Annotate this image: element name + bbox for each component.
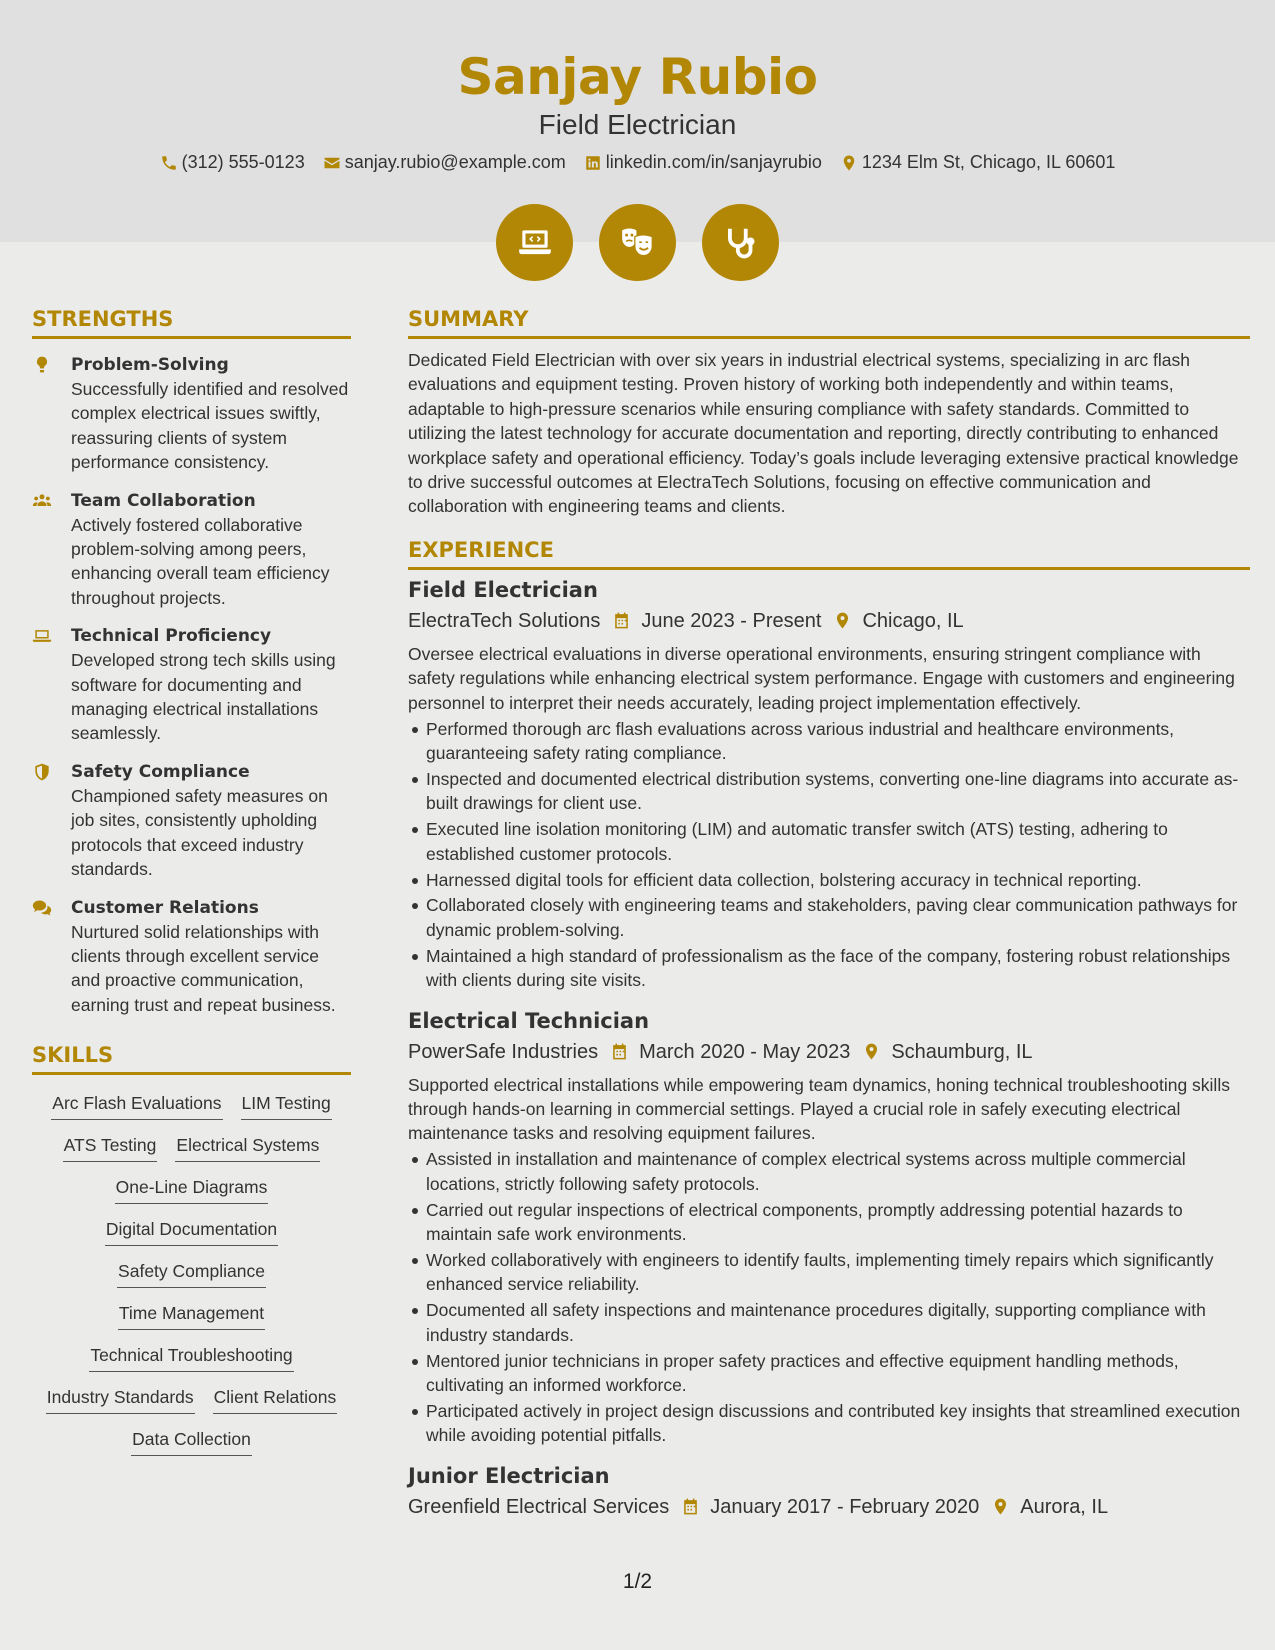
job-bullet: Assisted in installation and maintenance of complex electrical systems across multiple commercial locations, strictly following safety protocols.: [408, 1147, 1250, 1196]
summary-text: Dedicated Field Electrician with over six years in industrial electrical systems, specializing in arc flash evaluations and equipment testing. Proven history of working both independently and within teams, adaptable to high-pressure scenarios while ensuring compliance with safety standards. Committed to utilizing the latest technology for accurate documentation and reporting, directly contributing to enhanced workplace safety and operational efficiency. Today’s goals include leveraging extensive practical knowledge to drive successful outcomes at ElectraTech Solutions, focusing on effective communication and collaboration with engineering teams and clients.: [408, 350, 1239, 517]
stethoscope-badge: [702, 204, 779, 281]
contact-email[interactable]: [323, 152, 566, 173]
job-dates: January 2017 - February 2020: [710, 1495, 980, 1518]
experience-heading: EXPERIENCE: [408, 538, 1250, 570]
envelope-icon: [323, 154, 341, 172]
map-marker-icon: [833, 611, 852, 630]
phone-icon: [160, 154, 178, 172]
strength-item: [32, 896, 351, 1018]
linkedin-text: linkedin.com/in/sanjayrubio: [605, 152, 822, 172]
left-column: [32, 307, 351, 1456]
map-marker-icon: [862, 1042, 881, 1061]
skill-tag: Industry Standards: [46, 1385, 195, 1414]
job-description: Supported electrical installations while empowering team dynamics, honing technical troubleshooting skills through hands-on learning in commercial settings. Played a crucial role in safely executing electrical maintenance tasks and resolving equipment failures.: [408, 1074, 1230, 1144]
contact-address: [840, 152, 1116, 173]
job-meta: [408, 1038, 1250, 1066]
job-title: Field Electrician: [408, 577, 598, 602]
job-bullet: Inspected and documented electrical distribution systems, converting one-line diagrams into accurate as-built drawings for client use.: [408, 767, 1250, 816]
job-bullet: Mentored junior technicians in proper safety practices and effective equipment handling methods, cultivating an informed workforce.: [408, 1349, 1250, 1398]
strength-desc: Actively fostered collaborative problem-solving among peers, enhancing overall team efficiency throughout projects.: [71, 514, 330, 608]
job-description: Oversee electrical evaluations in diverse operational environments, ensuring stringent compliance with safety regulations while enhancing electrical system performance. Engage with customers and engineering personnel to interpret their needs accurately, leading project implementation effectively.: [408, 643, 1235, 713]
job-bullet: Executed line isolation monitoring (LIM) and automatic transfer switch (ATS) testing, adhering to established customer protocols.: [408, 817, 1250, 866]
calendar-icon: [612, 611, 631, 630]
theater-masks-badge: [599, 204, 676, 281]
strength-item: [32, 624, 351, 746]
map-marker-icon: [991, 1497, 1010, 1516]
skill-tag: Data Collection: [131, 1427, 252, 1456]
skills-heading: SKILLS: [32, 1043, 351, 1075]
email-text: sanjay.rubio@example.com: [344, 152, 566, 172]
contact-phone[interactable]: [160, 152, 305, 173]
job-company: Greenfield Electrical Services: [408, 1495, 670, 1518]
contact-linkedin[interactable]: [584, 152, 822, 173]
job-bullet: Participated actively in project design discussions and contributed key insights that streamlined execution while avoiding potential pitfalls.: [408, 1399, 1250, 1448]
strength-title: Safety Compliance: [71, 761, 250, 782]
laptop-icon: [32, 626, 52, 646]
job-bullet: Carried out regular inspections of electrical components, promptly addressing potential hazards to maintain safe work environments.: [408, 1198, 1250, 1247]
strength-desc: Championed safety measures on job sites, consistently upholding protocols that exceed industry standards.: [71, 785, 328, 880]
stethoscope-icon: [722, 224, 760, 262]
strength-title: Problem-Solving: [71, 355, 229, 375]
strength-item: [32, 353, 351, 475]
strengths-heading: STRENGTHS: [32, 307, 351, 339]
linkedin-icon: [584, 154, 602, 172]
job-bullets: [408, 1147, 1250, 1447]
candidate-name: Sanjay Rubio: [457, 48, 818, 106]
job-dates: March 2020 - May 2023: [639, 1040, 851, 1063]
theater-masks-icon: [619, 224, 657, 262]
job-dates: June 2023 - Present: [641, 609, 822, 632]
skill-tag: Digital Documentation: [105, 1217, 278, 1246]
job-entry: [408, 1462, 1250, 1521]
laptop-code-icon: [516, 224, 554, 262]
users-icon: [32, 491, 52, 511]
job-bullets: [408, 717, 1250, 993]
skill-tag: Arc Flash Evaluations: [51, 1091, 222, 1120]
skill-tag: Client Relations: [213, 1385, 338, 1414]
skill-tag: Time Management: [118, 1301, 265, 1330]
contact-bar: [0, 152, 1275, 173]
job-bullet: Documented all safety inspections and maintenance procedures digitally, supporting compliance with industry standards.: [408, 1298, 1250, 1347]
job-bullet: Collaborated closely with engineering teams and stakeholders, paving clear communication pathways for dynamic problem-solving.: [408, 893, 1250, 942]
job-title: Electrical Technician: [408, 1008, 650, 1033]
comments-icon: [32, 898, 52, 918]
candidate-headline: Field Electrician: [538, 109, 737, 140]
strength-desc: Successfully identified and resolved complex electrical issues swiftly, reassuring clients of system performance consistency.: [71, 379, 349, 473]
job-bullet: Performed thorough arc flash evaluations across various industrial and healthcare environments, guaranteeing safety rating compliance.: [408, 717, 1250, 766]
job-location: Schaumburg, IL: [891, 1040, 1033, 1063]
calendar-icon: [681, 1497, 700, 1516]
job-location: Chicago, IL: [862, 609, 964, 632]
job-location: Aurora, IL: [1020, 1495, 1109, 1518]
phone-text: (312) 555-0123: [181, 152, 305, 172]
job-meta: [408, 607, 1250, 635]
job-bullet: Worked collaboratively with engineers to identify faults, implementing timely repairs which significantly enhanced service reliability.: [408, 1248, 1250, 1297]
address-text: 1234 Elm St, Chicago, IL 60601: [861, 152, 1116, 172]
job-entry: [408, 576, 1250, 993]
job-entry: [408, 1007, 1250, 1448]
calendar-icon: [610, 1042, 629, 1061]
strength-item: [32, 489, 351, 611]
job-bullet: Maintained a high standard of professionalism as the face of the company, fostering robust relationships with clients during site visits.: [408, 944, 1250, 993]
shield-icon: [32, 762, 52, 782]
page-number: 1/2: [622, 1570, 653, 1593]
skills-list: [32, 1091, 351, 1456]
strength-title: Customer Relations: [71, 897, 259, 918]
job-bullet: Harnessed digital tools for efficient data collection, bolstering accuracy in technical reporting.: [408, 868, 1250, 892]
strength-desc: Nurtured solid relationships with clients through excellent service and proactive communication, earning trust and repeat business.: [71, 921, 336, 1015]
strength-item: [32, 760, 351, 882]
right-column: [408, 307, 1250, 1521]
strength-title: Technical Proficiency: [71, 626, 272, 647]
skill-tag: Technical Troubleshooting: [89, 1343, 293, 1372]
job-company: PowerSafe Industries: [408, 1040, 599, 1063]
skill-tag: One-Line Diagrams: [115, 1175, 269, 1204]
strength-title: Team Collaboration: [71, 490, 256, 511]
job-meta: [408, 1493, 1250, 1521]
map-marker-icon: [840, 154, 858, 172]
laptop-code-badge: [496, 204, 573, 281]
lightbulb-icon: [32, 355, 52, 375]
strength-desc: Developed strong tech skills using software for documenting and managing electrical installations seamlessly.: [71, 650, 336, 744]
job-company: ElectraTech Solutions: [408, 609, 601, 632]
interest-badges: [0, 204, 1275, 281]
skill-tag: Electrical Systems: [175, 1133, 320, 1162]
summary-heading: SUMMARY: [408, 307, 1250, 339]
skill-tag: Safety Compliance: [117, 1259, 266, 1288]
skill-tag: ATS Testing: [63, 1133, 158, 1162]
job-title: Junior Electrician: [408, 1463, 610, 1488]
skill-tag: LIM Testing: [241, 1091, 332, 1120]
